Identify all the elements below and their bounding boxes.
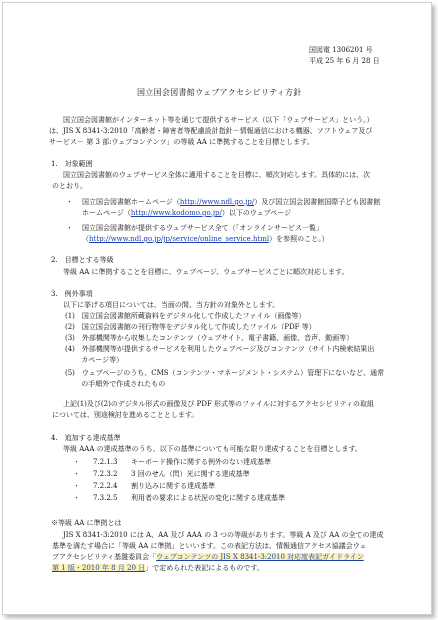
exception-item-5-cont: の手順外で作成されたもの [65,380,166,388]
footnote-heading: ※等級 AA に準拠とは [51,519,122,527]
bullet-icon: ・ [73,458,80,466]
section-2-line: 等級 AA に準拠することを目標に、ウェブページ、ウェブサービスごとに順次対応します。 [63,268,349,276]
criterion-3-number: 7.2.2.4 [93,482,118,490]
criterion-4-text: 利用者の要求による状況の変化に関する達成基準 [131,494,285,502]
criterion-2-text: 3 回のせん（閃）光に関する達成基準 [131,470,250,478]
footnote-line-3-pre: ブアクセシビリティ基盤委員会「 [52,553,157,561]
bullet-2-post: ）を参照のこと。） [269,235,329,243]
online-service-link[interactable]: http://www.ndl.go.jp/jp/service/online_service.html [89,235,270,243]
footnote-line-3 [52,553,364,562]
exception-item-4: (4) 外部機関等が提供するサービスを利用したウェブページ及びコンテンツ（サイト内検索結果出 [65,345,375,353]
section-3-heading: 3. 例外事項 [51,290,93,298]
criterion-3-text: 割り込みに関する達成基準 [131,482,215,490]
criterion-1-text: キーボード操作に関する例外のない達成基準 [131,458,271,466]
exception-item-2: (2) 国立国会図書館の刊行物等をデジタル化して作成したファイル（PDF 等） [65,323,316,331]
exception-item-4-cont: カページ等） [65,356,124,364]
intro-line-3: サービス－ 第 3 部:ウェブコンテンツ」の等級 AA に準拠することを目標とします。 [49,138,314,146]
page-title: 国立国会図書館ウェブアクセシビリティ方針 [137,88,302,97]
bullet-1-line-1 [82,198,380,207]
bullet-1-line-2-post: ）以下のウェブページ [221,209,292,217]
bullet-1-line-2 [82,209,291,218]
document-number: 国図電 1306201 号 [309,46,373,54]
criterion-1-number: 7.2.1.3 [93,458,118,466]
bullet-icon: ・ [66,198,73,206]
footnote-line-2: 基準を満たす場合に「等級 AA に準拠」といいます。この表記方法は、情報通信アクセス協議会ウェ [52,542,367,550]
guideline-link[interactable]: ウェブコンテンツの JIS X 8341-3:2010 対応度表記ガイドライン [156,553,364,561]
section-3-note-2: については、別途検討を進めることとします。 [52,411,199,419]
document-date: 平成 25 年 6 月 28 日 [309,57,380,65]
footnote-line-1: JIS X 8341-3:2010 には A、AA 及び AAA の 3 つの等級があります。等級 A 及び AA の全ての達成 [63,531,384,539]
bullet-icon: ・ [73,494,80,502]
intro-line-1: 国立国会図書館がインターネット等を通じて提供するサービス（以下「ウェブサービス」という。） [63,116,374,124]
section-2-heading: 2. 目標とする等級 [51,256,114,264]
bullet-2-line-2 [82,235,329,244]
criterion-4-number: 7.3.2.5 [93,494,118,502]
section-1-line-1: 国立国会図書館のウェブサービス全体に適用することを目標に、順次対応します。具体的には、次 [63,171,371,179]
exception-item-3: (3) 外部機関等から収集したコンテンツ（ウェブサイト、電子書籍、画像、音声、動画等） [65,334,354,342]
footnote-line-4-post: 」で定められた表記によるものです。 [145,564,264,572]
bullet-icon: ・ [66,224,73,232]
guideline-link-date[interactable]: 第 1 版・2010 年 8 月 20 日 [52,564,146,572]
kodomo-homepage-link[interactable]: http://www.kodomo.go.jp/ [130,209,222,217]
criterion-2-number: 7.2.3.2 [93,470,118,478]
bullet-icon: ・ [73,470,80,478]
section-3-lead: 以下に挙げる項目については、当面の間、当方針の対象外とします。 [63,301,280,309]
section-4-lead: 等級 AAA の達成基準のうち、以下の基準についても可能な限り達成することを目標とします。 [63,445,362,453]
bullet-1-text-pre: 国立国会図書館ホームページ（ [82,198,180,206]
section-3-note-1: 上記(1)及び(2)のデジタル形式の画像及び PDF 形式等のファイルに対するアクセシビリティの取組 [63,400,374,408]
bullet-icon: ・ [73,482,80,490]
ndl-homepage-link[interactable]: http://www.ndl.go.jp/ [179,198,255,206]
section-1-heading: 1. 対象範囲 [51,160,93,168]
section-4-heading: 4. 追加する達成基準 [51,434,121,442]
exception-item-1: (1) 国立国会図書館所蔵資料をデジタル化して作成したファイル（画像等） [65,312,306,320]
bullet-2-paren: （ [82,235,89,243]
bullet-2-line-1: 国立国会図書館が提供するウェブサービス全て（「オンラインサービス一覧」 [82,224,324,232]
document-page [2,2,432,615]
intro-line-2: は、JIS X 8341-3:2010「高齢者・障害者等配慮設計指針－情報通信における機器、ソフトウェア及び [49,127,373,135]
bullet-1-text-mid: ）及び国立国会図書館国際子ども図書館 [254,198,381,206]
bullet-1-line-2-pre: ホームページ（ [82,209,131,217]
exception-item-5: (5) ウェブページのうち、CMS（コンテンツ・マネージメント・システム）管理下にないなど、通常 [65,369,385,377]
footnote-line-4 [52,564,264,573]
section-1-line-2: のとおり。 [52,182,87,190]
